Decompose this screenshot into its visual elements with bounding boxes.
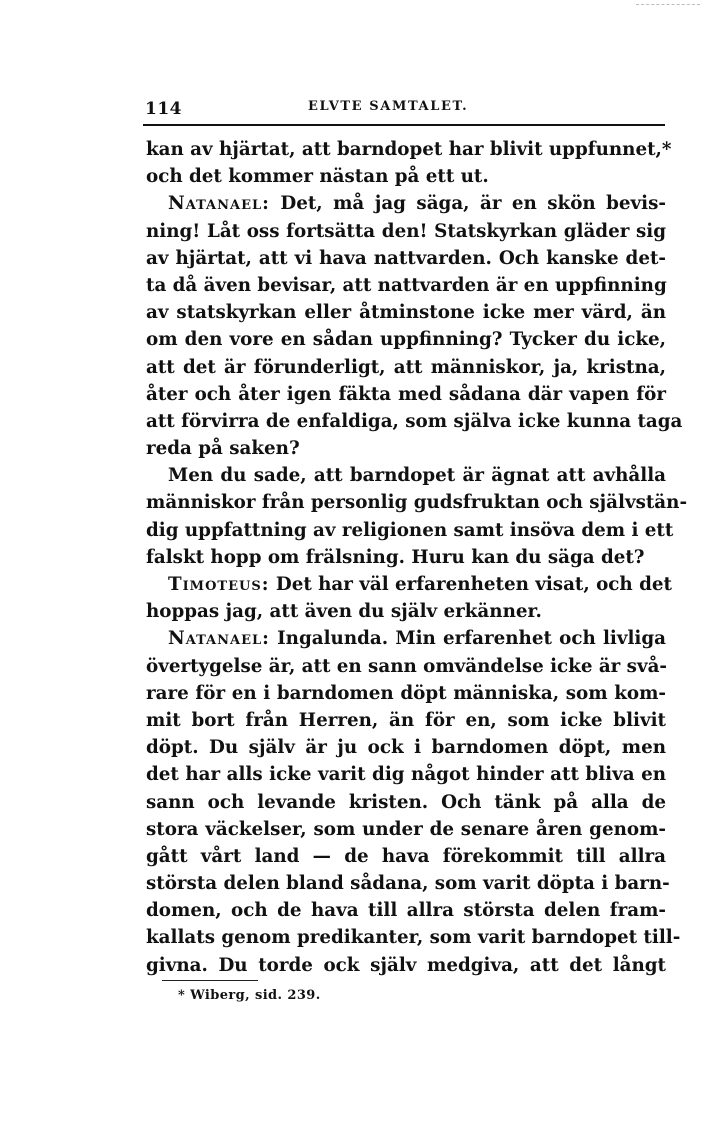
text-line: att förvirra de enfaldiga, som själva icke kunna taga (146, 410, 683, 432)
body-text (146, 136, 688, 979)
text-line: hoppas jag, att även du själv erkänner. (146, 601, 542, 623)
text-line: reda på saken? (146, 438, 300, 460)
text-line: falskt hopp om frälsning. Huru kan du säga det? (146, 546, 645, 568)
text-line: ning! Låt oss fortsätta den! Statskyrkan gläder sig (146, 220, 666, 242)
text-line: att det är förunderligt, att människor, ja, kristna, (146, 356, 666, 378)
text-line: av hjärtat, att vi hava nattvarden. Och kanske det- (146, 247, 666, 269)
text-line: döpt. Du själv är ju ock i barndomen döpt, men (146, 737, 666, 759)
footnote: * Wiberg, sid. 239. (178, 988, 321, 1003)
header-rule (143, 124, 665, 126)
page-number: 114 (145, 99, 182, 119)
text-line: domen, och de hava till allra största delen fram- (146, 900, 666, 922)
text-line: åter och åter igen fäkta med sådana där vapen för (146, 383, 666, 405)
text-line: övertygelse är, att en sann omvändelse icke är svå- (146, 655, 668, 677)
footnote-rule (162, 980, 258, 981)
text-line: om den vore en sådan uppfinning? Tycker du icke, (146, 329, 666, 351)
text-line: Men du sade, att barndopet är ägnat att avhålla (168, 465, 666, 487)
speaker-label: Timoteus: (168, 574, 270, 595)
text-line: sann och levande kristen. Och tänk på alla de (146, 791, 666, 813)
text-line: kallats genom predikanter, som varit barndopet till- (146, 927, 681, 949)
text-line: av statskyrkan eller åtminstone icke mer värd, än (146, 302, 666, 324)
text-line (146, 571, 672, 598)
text-line: givna. Du torde ock själv medgiva, att det långt (146, 954, 666, 976)
text-line: mit bort från Herren, än för en, som icke blivit (146, 709, 666, 731)
speaker-label: Natanael: (168, 628, 270, 650)
scan-corner-mark (636, 4, 700, 6)
speaker-text: Det, må jag säga, är en skön bevis- (280, 193, 667, 215)
page-header (145, 99, 665, 125)
text-line: största delen bland sådana, som varit döpta i barn- (146, 873, 670, 895)
text-line: stora väckelser, som under de senare åren genom- (146, 818, 666, 840)
speaker-text: Ingalunda. Min erfarenhet och livliga (277, 628, 666, 650)
text-line: människor från personlig gudsfruktan och självstän- (146, 492, 688, 514)
text-line: rare för en i barndomen döpt människa, som kom- (146, 682, 666, 704)
text-line (146, 190, 666, 217)
text-line: dig uppfattning av religionen samt insöva dem i ett (146, 519, 674, 541)
speaker-text: Det har väl erfarenheten visat, och det (275, 574, 672, 595)
text-line: kan av hjärtat, att barndopet har blivit uppfunnet,* (146, 139, 672, 160)
text-line: gått vårt land — de hava förekommit till allra (146, 845, 666, 867)
text-line: ta då även bevisar, att nattvarden är en uppfinning (146, 274, 667, 296)
text-line (146, 625, 666, 652)
text-line: det har alls icke varit dig något hinder att bliva en (146, 764, 666, 786)
text-line: och det kommer nästan på ett ut. (146, 166, 489, 188)
speaker-label: Natanael: (168, 193, 270, 215)
running-title: ELVTE SAMTALET. (308, 99, 469, 114)
